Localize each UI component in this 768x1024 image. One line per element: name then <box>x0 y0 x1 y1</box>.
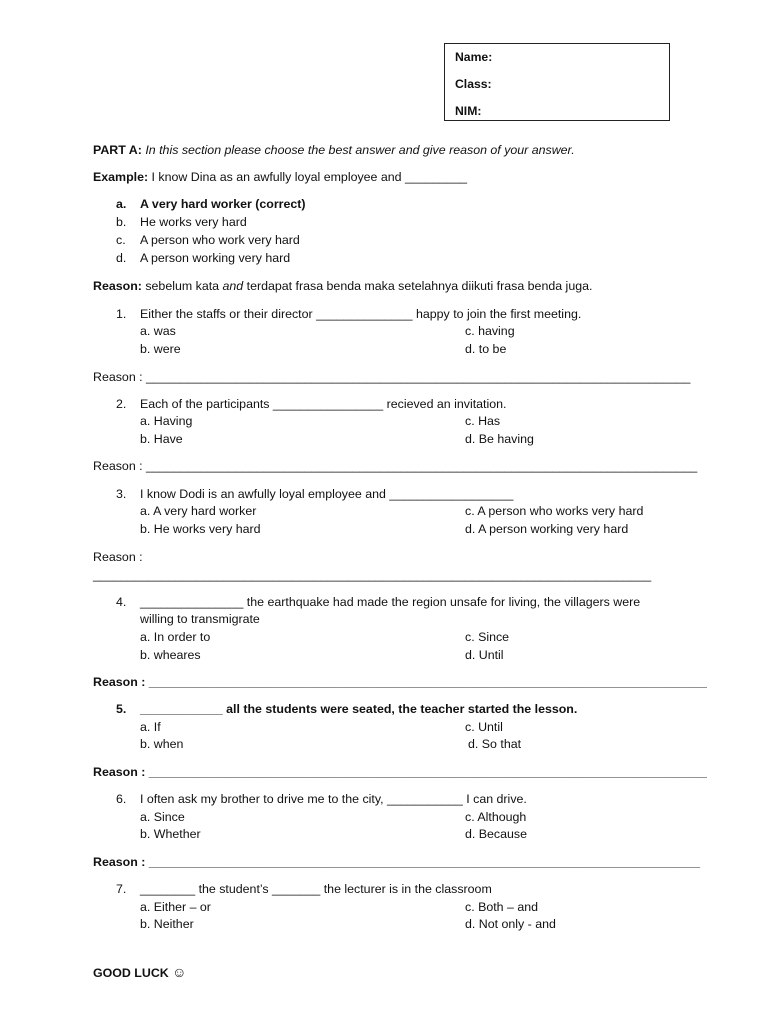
question-5: 5. ____________ all the students were seated, the teacher started the lesson. <box>116 702 578 716</box>
q2-option-d: d. Be having <box>465 432 534 446</box>
question-6: 6. I often ask my brother to drive me to the city, ___________ I can drive. <box>116 792 527 806</box>
identity-box <box>444 43 670 121</box>
good-luck-text: GOOD LUCK <box>93 966 169 980</box>
q2-reason[interactable]: Reason : ________________________________________________________________________________ <box>93 459 698 473</box>
q1-option-c: c. having <box>465 324 515 338</box>
example-label: Example: <box>93 170 149 184</box>
q2-option-b: b. Have <box>140 432 183 446</box>
q3-option-a: a. A very hard worker <box>140 504 257 518</box>
q4-option-d: d. Until <box>465 648 504 662</box>
part-a-title: PART A: <box>93 143 142 157</box>
q1-option-a: a. was <box>140 324 176 338</box>
example-reason: Reason: sebelum kata and terdapat frasa benda maka setelahnya diikuti frasa benda juga. <box>93 279 593 293</box>
example-option-b: b. He works very hard <box>116 215 247 229</box>
q2-option-a: a. Having <box>140 414 193 428</box>
good-luck-footer <box>93 965 186 980</box>
nim-label: NIM: <box>455 104 482 118</box>
example-text: I know Dina as an awfully loyal employee and _________ <box>151 170 468 184</box>
q5-option-b: b. when <box>140 737 184 751</box>
q3-reason-label: Reason : <box>93 550 143 564</box>
q7-option-d: d. Not only - and <box>465 917 556 931</box>
q3-option-b: b. He works very hard <box>140 522 261 536</box>
question-4-continued: willing to transmigrate <box>140 612 260 626</box>
q2-option-c: c. Has <box>465 414 501 428</box>
q5-option-c: c. Until <box>465 720 503 734</box>
example-option-d: d. A person working very hard <box>116 251 291 265</box>
q6-option-d: d. Because <box>465 827 527 841</box>
example-option-a: a. A very hard worker (correct) <box>116 197 306 211</box>
q5-reason[interactable]: Reason : _________________________________________________________________________________ <box>93 765 707 779</box>
smiley-icon: ☺ <box>172 964 187 980</box>
q7-option-a: a. Either – or <box>140 900 211 914</box>
q6-reason[interactable]: Reason : ________________________________________________________________________________ <box>93 855 701 869</box>
example-option-c: c. A person who work very hard <box>116 233 300 247</box>
q5-option-a: a. If <box>140 720 161 734</box>
question-3: 3. I know Dodi is an awfully loyal employee and __________________ <box>116 487 514 501</box>
question-7: 7. ________ the student’s _______ the lecturer is in the classroom <box>116 882 492 896</box>
q6-option-a: a. Since <box>140 810 185 824</box>
q5-option-d: d. So that <box>468 737 522 751</box>
question-1: 1. Either the staffs or their director ______________ happy to join the first meeting. <box>116 307 582 321</box>
q3-reason-line[interactable]: _________________________________________________________________________________ <box>93 568 652 582</box>
question-2: 2. Each of the participants ________________ recieved an invitation. <box>116 397 507 411</box>
q7-option-c: c. Both – and <box>465 900 539 914</box>
q3-option-d: d. A person working very hard <box>465 522 629 536</box>
q1-reason[interactable]: Reason : _______________________________________________________________________________ <box>93 370 691 384</box>
q3-option-c: c. A person who works very hard <box>465 504 644 518</box>
q4-option-b: b. wheares <box>140 648 201 662</box>
part-a-heading <box>93 143 575 157</box>
class-label: Class: <box>455 77 492 91</box>
example-reason-label: Reason: <box>93 279 142 293</box>
q6-option-b: b. Whether <box>140 827 201 841</box>
q1-option-d: d. to be <box>465 342 507 356</box>
question-4: 4. _______________ the earthquake had made the region unsafe for living, the villagers were <box>116 595 641 609</box>
q4-option-a: a. In order to <box>140 630 211 644</box>
part-a-instruction: In this section please choose the best answer and give reason of your answer. <box>145 143 575 157</box>
q4-reason[interactable]: Reason : _________________________________________________________________________________ <box>93 675 707 689</box>
q4-option-c: c. Since <box>465 630 510 644</box>
name-label: Name: <box>455 50 493 64</box>
q1-option-b: b. were <box>140 342 181 356</box>
example-question <box>93 170 467 184</box>
q6-option-c: c. Although <box>465 810 527 824</box>
q7-option-b: b. Neither <box>140 917 194 931</box>
